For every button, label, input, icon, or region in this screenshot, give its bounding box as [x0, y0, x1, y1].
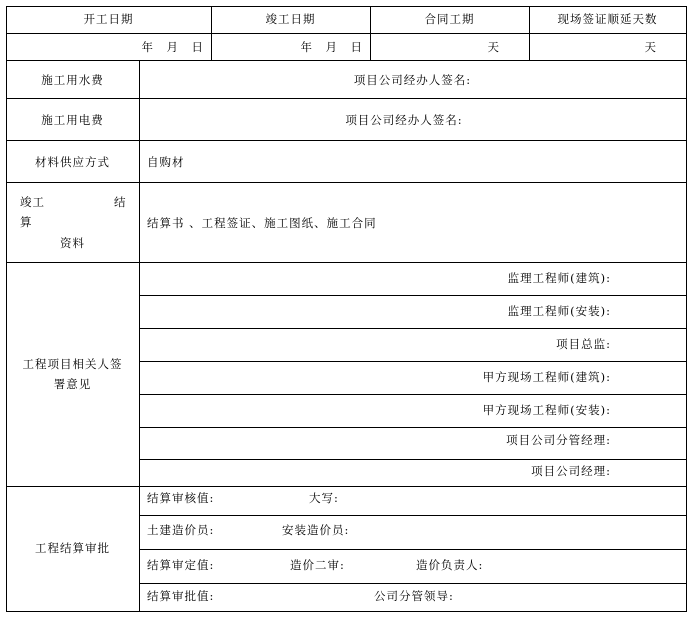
- signer-row[interactable]: 项目公司经理:: [531, 464, 611, 478]
- capital-amount-label[interactable]: 大写:: [309, 491, 339, 505]
- company-leader-label[interactable]: 公司分管领导:: [374, 589, 454, 603]
- signer-row[interactable]: 项目总监:: [556, 337, 611, 351]
- rule: [6, 6, 687, 7]
- rule: [6, 33, 687, 34]
- rule: [6, 611, 687, 612]
- rule: [686, 6, 687, 612]
- rule: [139, 549, 687, 550]
- signer-row[interactable]: 甲方现场工程师(建筑):: [482, 370, 611, 384]
- settlement-docs-label-part: 竣工: [20, 195, 45, 209]
- civil-cost-staff-label[interactable]: 土建造价员:: [147, 523, 215, 537]
- power-fee-label: 施工用电费: [41, 113, 104, 127]
- review-value-label[interactable]: 结算审核值:: [147, 491, 215, 505]
- signers-label-line1: 工程项目相关人签: [22, 357, 123, 371]
- contract-days-unit[interactable]: 天: [487, 40, 500, 54]
- approval-label: 工程结算审批: [35, 541, 110, 555]
- settlement-docs-value[interactable]: 结算书 、工程签证、施工图纸、施工合同: [147, 216, 377, 230]
- water-fee-label: 施工用水费: [41, 73, 104, 87]
- signer-row[interactable]: 监理工程师(建筑):: [507, 271, 611, 285]
- settlement-docs-label-part: 资料: [60, 236, 85, 250]
- settlement-docs-label-part: 算: [20, 215, 33, 229]
- rule: [139, 394, 687, 395]
- rule: [6, 140, 687, 141]
- install-cost-staff-label[interactable]: 安装造价员:: [282, 523, 350, 537]
- final-value-label[interactable]: 结算审定值:: [147, 558, 215, 572]
- signer-row[interactable]: 监理工程师(安装):: [507, 304, 611, 318]
- rule: [139, 515, 687, 516]
- header-site-visa-delay-days: 现场签证顺延天数: [557, 12, 658, 26]
- rule: [6, 6, 7, 612]
- rule: [6, 98, 687, 99]
- rule: [139, 427, 687, 428]
- signers-label-line2: 署意见: [53, 377, 92, 391]
- water-signature-label[interactable]: 项目公司经办人签名:: [353, 73, 472, 87]
- approved-value-label[interactable]: 结算审批值:: [147, 589, 215, 603]
- rule: [139, 60, 140, 612]
- header-completion-date: 竣工日期: [265, 12, 316, 26]
- signer-row[interactable]: 项目公司分管经理:: [506, 433, 611, 447]
- start-date-value[interactable]: 年 月 日: [141, 40, 204, 54]
- rule: [139, 328, 687, 329]
- material-supply-label: 材料供应方式: [35, 155, 110, 169]
- delay-days-unit[interactable]: 天: [644, 40, 657, 54]
- rule: [6, 262, 687, 263]
- power-signature-label[interactable]: 项目公司经办人签名:: [345, 113, 463, 127]
- settlement-docs-label-part: 结: [114, 195, 127, 209]
- cost-manager-label[interactable]: 造价负责人:: [416, 558, 484, 572]
- rule: [139, 459, 687, 460]
- rule: [139, 295, 687, 296]
- rule: [139, 361, 687, 362]
- rule: [6, 182, 687, 183]
- header-start-date: 开工日期: [83, 12, 134, 26]
- signer-row[interactable]: 甲方现场工程师(安装):: [482, 403, 611, 417]
- completion-date-value[interactable]: 年 月 日: [300, 40, 363, 54]
- cost-second-review-label[interactable]: 造价二审:: [290, 558, 345, 572]
- rule: [6, 486, 687, 487]
- rule: [6, 60, 687, 61]
- rule: [139, 583, 687, 584]
- material-supply-value[interactable]: 自购材: [147, 155, 185, 169]
- header-contract-period: 合同工期: [424, 12, 475, 26]
